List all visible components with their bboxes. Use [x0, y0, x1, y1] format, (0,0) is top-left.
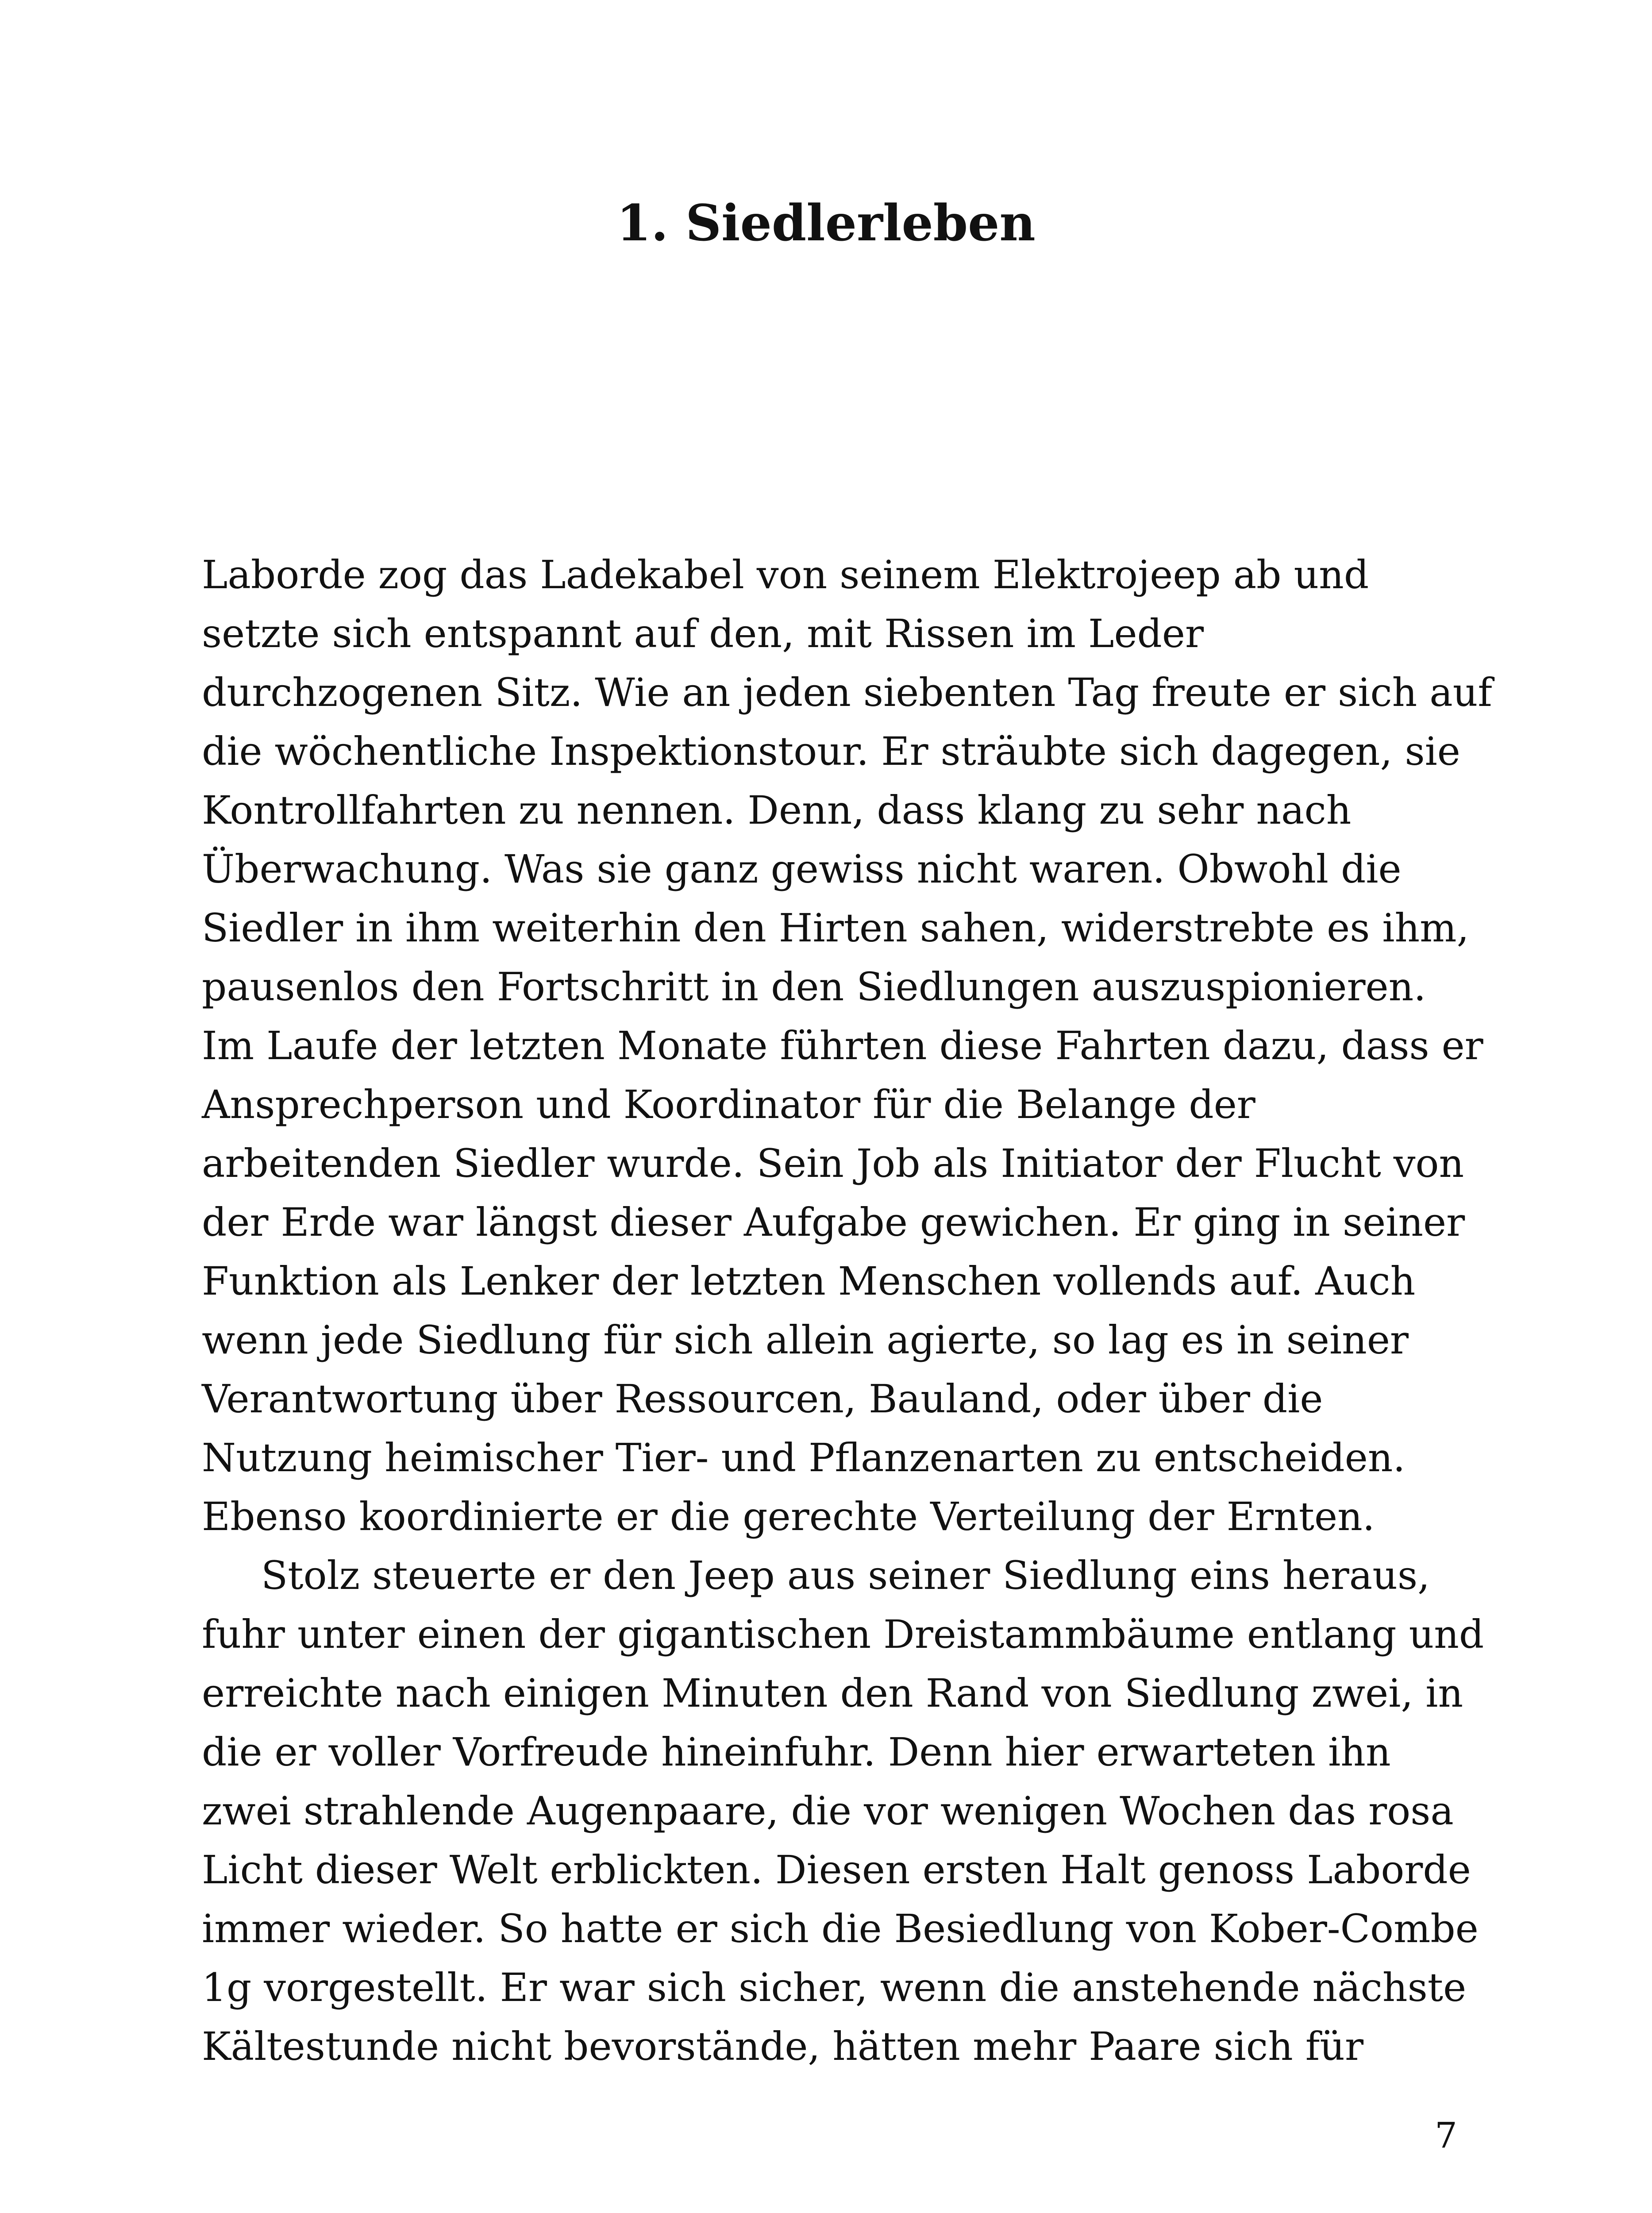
text-line: Siedler in ihm weiterhin den Hirten sahen, widerstrebte es ihm,: [202, 905, 1469, 951]
text-line: zwei strahlende Augenpaare, die vor wenigen Wochen das rosa: [202, 1788, 1454, 1834]
body-text: [202, 545, 1492, 2076]
text-line: Im Laufe der letzten Monate führten diese Fahrten dazu, dass er: [202, 1023, 1483, 1068]
text-line: wenn jede Siedlung für sich allein agierte, so lag es in seiner: [202, 1317, 1409, 1363]
text-line: arbeitenden Siedler wurde. Sein Job als Initiator der Flucht von: [202, 1141, 1464, 1186]
text-line: Überwachung. Was sie ganz gewiss nicht waren. Obwohl die: [202, 846, 1402, 892]
text-line: Laborde zog das Ladekabel von seinem Elektrojeep ab und: [202, 552, 1369, 598]
text-line: erreichte nach einigen Minuten den Rand von Siedlung zwei, in: [202, 1670, 1463, 1716]
text-line: 1g vorgestellt. Er war sich sicher, wenn die anstehende nächste: [202, 1965, 1467, 2010]
text-line: immer wieder. So hatte er sich die Besiedlung von Kober-Combe: [202, 1906, 1479, 1951]
text-line: Kältestunde nicht bevorstände, hätten mehr Paare sich für: [202, 2024, 1364, 2069]
text-line: Nutzung heimischer Tier- und Pflanzenarten zu entscheiden.: [202, 1435, 1406, 1480]
text-line: die er voller Vorfreude hineinfuhr. Denn hier erwarteten ihn: [202, 1729, 1391, 1775]
text-line: Verantwortung über Ressourcen, Bauland, oder über die: [202, 1376, 1323, 1422]
text-line: Kontrollfahrten zu nennen. Denn, dass klang zu sehr nach: [202, 787, 1352, 833]
paragraph-start-line: Stolz steuerte er den Jeep aus seiner Siedlung eins heraus,: [261, 1553, 1430, 1598]
text-line: die wöchentliche Inspektionstour. Er sträubte sich dagegen, sie: [202, 729, 1460, 774]
chapter-title: 1. Siedlerleben: [616, 194, 1036, 252]
text-line: Funktion als Lenker der letzten Menschen vollends auf. Auch: [202, 1258, 1416, 1304]
text-line: Licht dieser Welt erblickten. Diesen ersten Halt genoss Laborde: [202, 1847, 1471, 1893]
text-line: Ebenso koordinierte er die gerechte Verteilung der Ernten.: [202, 1494, 1375, 1539]
text-line: der Erde war längst dieser Aufgabe gewichen. Er ging in seiner: [202, 1199, 1465, 1245]
text-line: setzte sich entspannt auf den, mit Rissen im Leder: [202, 611, 1204, 656]
text-line: fuhr unter einen der gigantischen Dreistammbäume entlang und: [202, 1612, 1484, 1657]
text-line: durchzogenen Sitz. Wie an jeden siebenten Tag freute er sich auf: [202, 670, 1492, 715]
page-number: 7: [1435, 2115, 1457, 2156]
text-line: Ansprechperson und Koordinator für die Belange der: [202, 1082, 1255, 1127]
text-line: pausenlos den Fortschritt in den Siedlungen auszuspionieren.: [202, 964, 1426, 1010]
